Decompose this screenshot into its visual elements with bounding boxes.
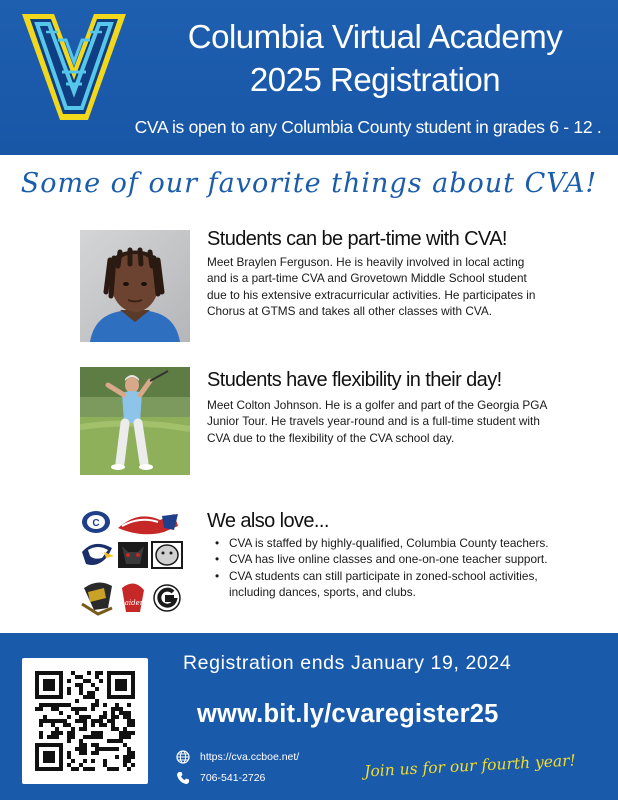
registration-deadline: Registration ends January 19, 2024	[183, 652, 512, 674]
cva-logo	[18, 10, 130, 125]
website-link[interactable]: https://cva.ccboe.net/	[200, 751, 300, 763]
phone-row[interactable]	[176, 771, 265, 785]
page-title-line-1: Columbia Virtual Academy	[187, 18, 563, 55]
website-row[interactable]	[176, 750, 299, 764]
section-title-flexibility: Students have flexibility in their day!	[207, 369, 502, 391]
eligibility-subtitle: CVA is open to any Columbia County student in grades 6 - 12 .	[134, 117, 602, 137]
registration-link[interactable]: www.bit.ly/cvaregister25	[197, 700, 499, 728]
list-item: • CVA has live online classes and one-on-one teacher support.	[213, 551, 583, 567]
section-title-we-also-love: We also love...	[207, 510, 329, 532]
we-also-love-list	[213, 535, 583, 600]
phone-icon	[176, 771, 190, 785]
phone-number[interactable]: 706-541-2726	[200, 772, 266, 784]
student-photo-colton	[80, 367, 190, 475]
section-body-flexibility: Meet Colton Johnson. He is a golfer and part of the Georgia PGA Junior Tour. He travels year-round and is a full-time student with CVA due to the flexibility of the CVA school day.	[207, 398, 547, 445]
svg-text:C: C	[92, 518, 100, 529]
section-title-part-time: Students can be part-time with CVA!	[207, 228, 507, 250]
section-body-part-time: Meet Braylen Ferguson. He is heavily involved in local acting and is a part-time CVA and Grovetown Middle School student due to his extensive extracurricular activities. He participates in Chorus at GTMS and takes all other classes with CVA.	[207, 255, 536, 318]
svg-text:Raiders: Raiders	[119, 599, 147, 607]
join-tagline: Join us for our fourth year!	[363, 751, 577, 781]
qr-code-card[interactable]	[22, 658, 148, 784]
globe-icon	[176, 750, 190, 764]
header-banner	[0, 0, 618, 155]
school-mascot-logos	[78, 508, 190, 618]
list-item: • CVA students can still participate in zoned-school activities, including dances, sports, and clubs.	[213, 568, 583, 601]
list-item: • CVA is staffed by highly-qualified, Columbia County teachers.	[213, 535, 583, 551]
page-title-line-2: 2025 Registration	[249, 61, 501, 98]
qr-code[interactable]	[35, 671, 135, 771]
student-photo-braylen	[80, 230, 190, 342]
favorites-heading: Some of our favorite things about CVA!	[20, 168, 598, 199]
